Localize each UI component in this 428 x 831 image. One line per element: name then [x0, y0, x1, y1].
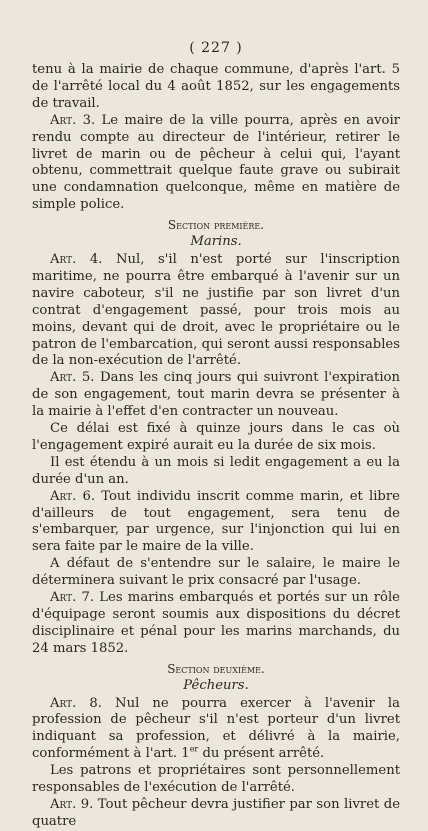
ordinal-superscript: er: [189, 744, 199, 754]
article-label: Art. 4.: [50, 251, 103, 267]
paragraph: [32, 556, 400, 590]
section-subtitle: Pêcheurs.: [183, 677, 249, 693]
article-label: Art. 5.: [50, 370, 95, 386]
paragraph-text: Ce délai est fixé à quinze jours dans le cas où l'engagement expiré aurait eu la durée de six mois.: [32, 421, 400, 453]
article-paragraph: [32, 113, 400, 214]
paragraph-text: Nul, s'il n'est porté sur l'inscription maritime, ne pourra être embarqué à l'avenir sur un navire caboteur, s'il ne justifie par son livret d'un contrat d'engagement passé, pour trois mois au moins, devant qui de droit, avec le propriétaire ou le patron de l'embarcation, qui seront aussi responsables de la non-exécution de l'arrêté.: [32, 251, 400, 369]
paragraph-text: Tout individu inscrit comme marin, et libre d'ailleurs de tout engagement, sera tenu de s'embarquer, par urgence, sur l'injonction qui lui en sera faite par le maire de la ville.: [32, 488, 400, 555]
article-label: Art. 7.: [50, 590, 95, 606]
paragraph-text: Nul ne pourra exercer à l'avenir la profession de pêcheur s'il n'est porteur d'un livret indiquant sa profession, et délivré à la mairie, conformément à l'art. 1: [32, 695, 400, 762]
section-deuxieme: [32, 661, 400, 831]
article-label: Art. 6.: [50, 488, 96, 504]
paragraph-text: tenu à la mairie de chaque commune, d'après l'art. 5 de l'arrêté local du 4 août 1852, sur les engagements de travail.: [32, 62, 400, 111]
section-paragraphs: [32, 252, 400, 658]
section-premiere: [32, 217, 400, 658]
article-paragraph: [32, 590, 400, 658]
paragraph-text: Il est étendu à un mois si ledit engagement a eu la durée d'un an.: [32, 454, 400, 487]
paragraph-text: Les marins embarqués et portés sur un rôle d'équipage seront soumis aux dispositions du décret disciplinaire et pénal pour les marins marchands, du 24 mars 1852.: [32, 590, 400, 656]
paragraph-text: Les patrons et propriétaires sont personnellement responsables de l'exécution de l'arrêté.: [32, 763, 400, 796]
page-number: ( 227 ): [189, 40, 243, 56]
article-paragraph: [32, 370, 400, 421]
article-paragraph: [32, 252, 400, 370]
paragraph-text: Dans les cinq jours qui suivront l'expiration de son engagement, tout marin devra se présenter à la mairie à l'effet d'en contracter un nouveau.: [32, 370, 400, 420]
paragraph-text: Tout pêcheur devra justifier par son livret de quatre: [32, 796, 400, 829]
article-label: Art. 8.: [50, 695, 102, 711]
article-label: Art. 3.: [50, 112, 96, 128]
paragraph: [32, 763, 400, 797]
article-paragraph: [32, 489, 400, 557]
intro-paragraphs: [32, 62, 400, 214]
section-title: Section deuxième.: [167, 661, 265, 676]
article-label: Art. 9.: [50, 796, 94, 812]
paragraph: [32, 455, 400, 489]
section-title: Section première.: [167, 218, 265, 233]
paragraph: [32, 62, 400, 113]
paragraph-text: Le maire de la ville pourra, après en avoir rendu compte au directeur de l'intérieur, retirer le livret de marin ou de pêcheur à celui qui, l'ayant obtenu, commettrait quelque faute grave ou subirait une condamnation quelconque, même en matière de simple police.: [32, 112, 400, 213]
paragraph: [32, 421, 400, 455]
page-body: [32, 62, 400, 831]
section-paragraphs: [32, 763, 400, 831]
article-paragraph: [32, 797, 400, 831]
article-paragraph: [32, 696, 400, 764]
paragraph-text: A défaut de s'entendre sur le salaire, le maire le déterminera suivant le prix consacré par l'usage.: [32, 556, 400, 589]
section-subtitle: Marins.: [190, 234, 242, 250]
paragraph-text: du présent arrêté.: [198, 746, 325, 762]
